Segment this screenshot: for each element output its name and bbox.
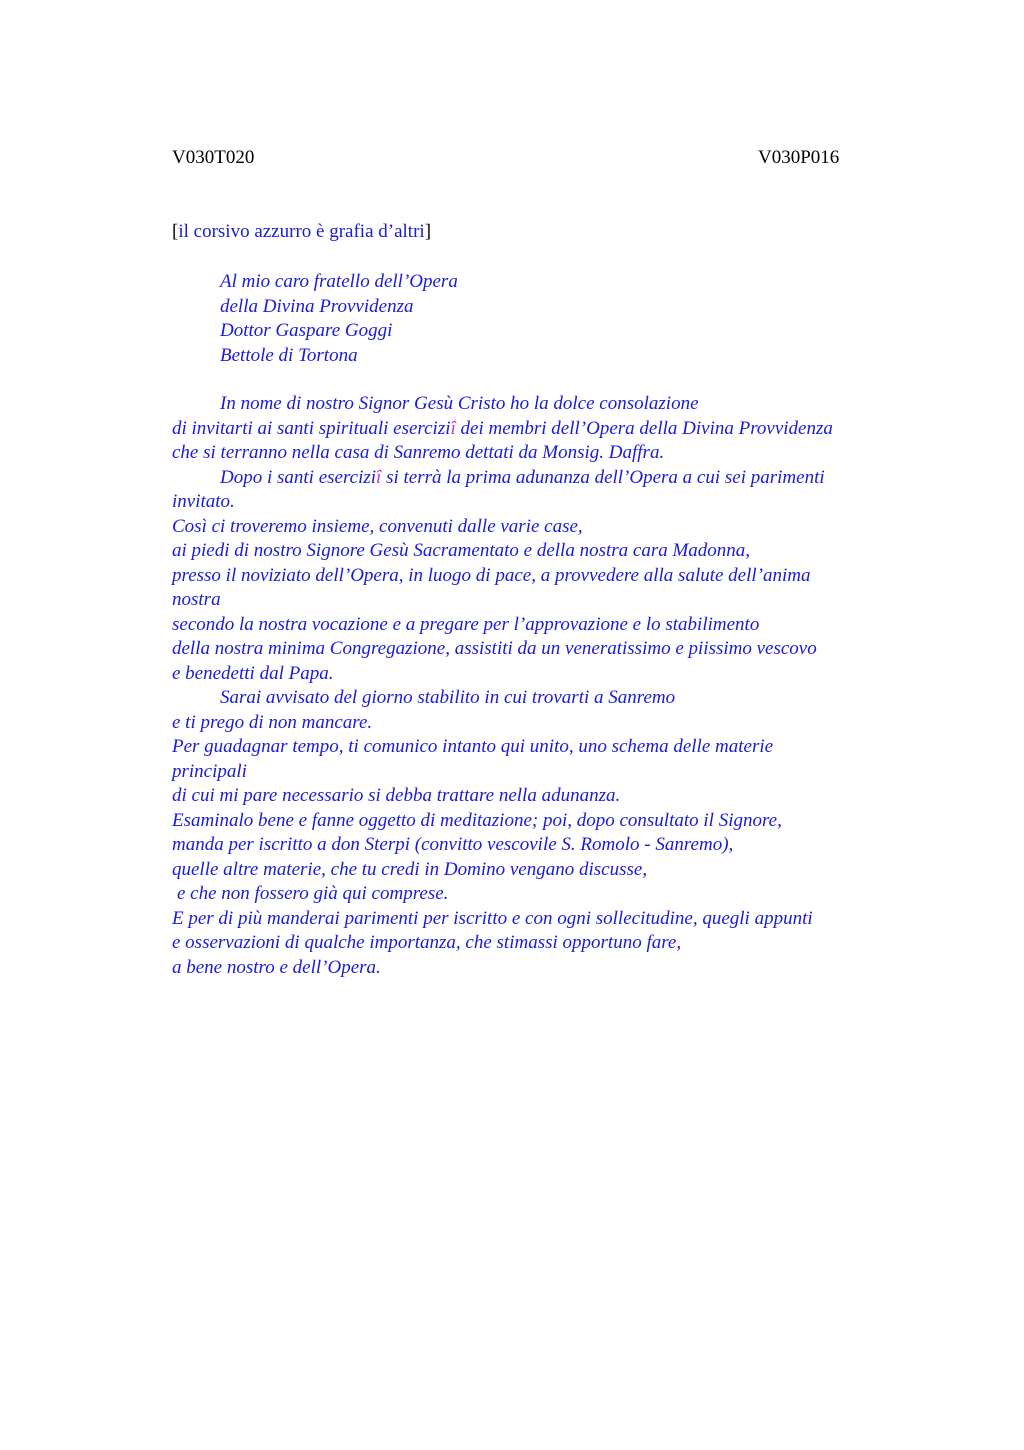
- address-line: Dottor Gaspare Goggi: [220, 320, 393, 341]
- letter-line: Così ci troveremo insieme, convenuti dalle varie case,: [172, 515, 583, 537]
- address-line: della Divina Provvidenza: [220, 295, 414, 317]
- letter-line: secondo la nostra vocazione e a pregare per l’approvazione e lo stabilimento: [172, 613, 760, 635]
- editorial-note-text: il corsivo azzurro è grafia d’altri: [178, 221, 425, 242]
- letter-line: ai piedi di nostro Signore Gesù Sacramentato e della nostra cara Madonna,: [172, 540, 751, 561]
- letter-line: di cui mi pare necessario si debba trattare nella adunanza.: [172, 785, 621, 806]
- letter-text: Dopo i santi esercizi: [220, 466, 377, 488]
- letter-line: e ti prego di non mancare.: [172, 711, 373, 733]
- letter-line: della nostra minima Congregazione, assistiti da un veneratissimo e piissimo vescovo: [172, 638, 817, 659]
- editorial-note: [172, 221, 431, 243]
- letter-line: Esaminalo bene e fanne oggetto di meditazione; poi, dopo consultato il Signore,: [172, 809, 782, 831]
- bracket-open: [: [172, 221, 179, 242]
- letter-line: In nome di nostro Signor Gesù Cristo ho la dolce consolazione: [220, 393, 699, 414]
- letter-line: quelle altre materie, che tu credi in Domino vengano discusse,: [172, 858, 648, 880]
- editorial-mark: î: [450, 417, 456, 439]
- letter-line: E per di più manderai parimenti per iscritto e con ogni sollecitudine, quegli appunti: [172, 907, 813, 929]
- letter-text: dei membri dell’Opera della Divina Provvidenza: [455, 417, 833, 439]
- letter-line: presso il noviziato dell’Opera, in luogo di pace, a provvedere alla salute dell’anima: [172, 564, 811, 586]
- letter-line: a bene nostro e dell’Opera.: [172, 956, 381, 978]
- bracket-close: ]: [424, 221, 432, 242]
- letter-line: principali: [172, 760, 247, 782]
- letter-line: [172, 466, 902, 491]
- address-line: Bettole di Tortona: [220, 344, 358, 366]
- letter-body: [172, 392, 902, 980]
- editorial-mark: î: [376, 466, 382, 488]
- document-code-right: V030P016: [758, 147, 840, 168]
- letter-address: [220, 270, 458, 368]
- document-code-left: V030T020: [172, 147, 255, 168]
- letter-line: e che non fossero già qui comprese.: [177, 883, 449, 904]
- letter-line: [172, 417, 902, 442]
- letter-line: Sarai avvisato del giorno stabilito in cui trovarti a Sanremo: [220, 687, 676, 708]
- letter-line: e osservazioni di qualche importanza, che stimassi opportuno fare,: [172, 932, 682, 953]
- letter-line: e benedetti dal Papa.: [172, 662, 334, 684]
- letter-line: nostra: [172, 589, 221, 610]
- address-line: Al mio caro fratello dell’Opera: [220, 271, 458, 292]
- letter-text: di invitarti ai santi spirituali esercizi: [172, 417, 451, 439]
- letter-line: che si terranno nella casa di Sanremo dettati da Monsig. Daffra.: [172, 442, 665, 463]
- letter-line: invitato.: [172, 491, 235, 512]
- letter-line: Per guadagnar tempo, ti comunico intanto qui unito, uno schema delle materie: [172, 736, 774, 757]
- letter-text: si terrà la prima adunanza dell’Opera a cui sei parimenti: [381, 466, 825, 488]
- letter-line: manda per iscritto a don Sterpi (convitto vescovile S. Romolo - Sanremo),: [172, 834, 734, 855]
